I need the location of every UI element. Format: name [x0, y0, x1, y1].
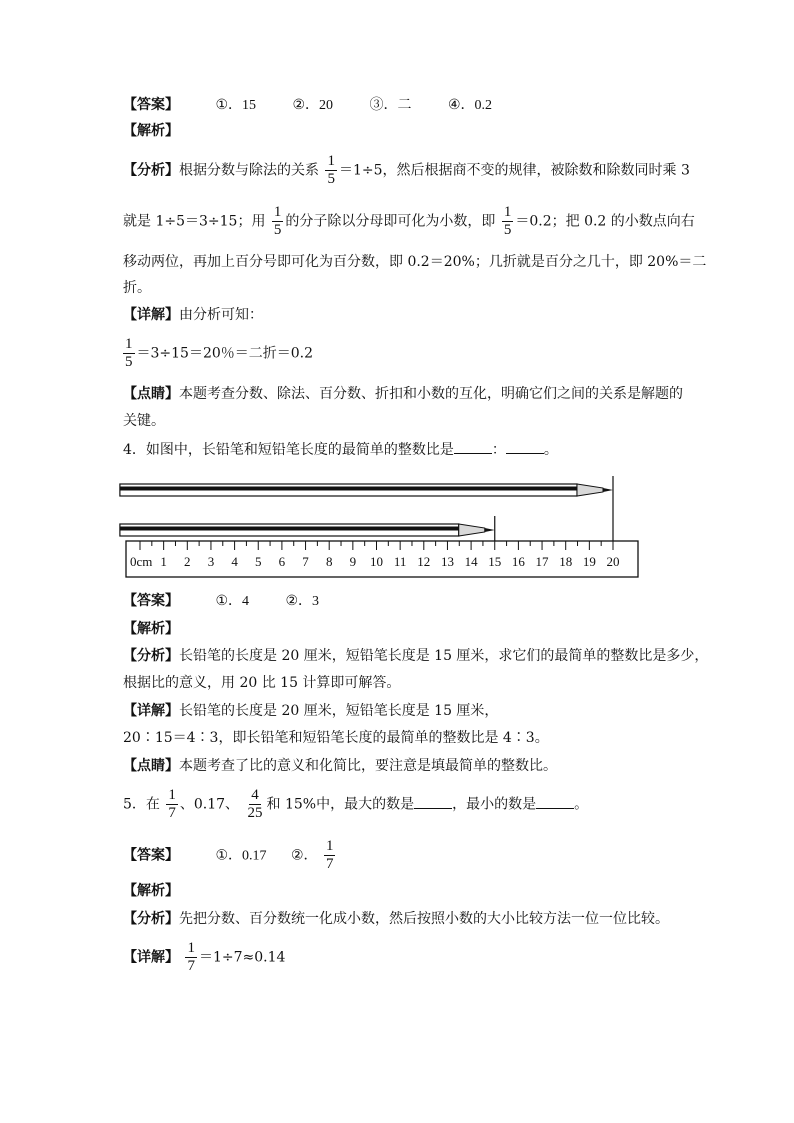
q4-fenxi-line-1 [123, 647, 708, 665]
ruler-label-4: 4 [231, 554, 238, 569]
q5-fenxi-line [123, 910, 669, 928]
xiangjie-tag: 【详解】 [123, 703, 179, 719]
ruler-label-13: 13 [440, 554, 454, 569]
q4-answer-line [123, 592, 319, 611]
colon: ： [491, 442, 506, 458]
ruler-label-16: 16 [511, 554, 525, 569]
answer-tag: 【答案】 [123, 97, 179, 113]
fraction-1-7: $\frac{1}{7}$ [325, 838, 334, 872]
question-text: 4．如图中，长铅笔和短铅笔长度的最简单的整数比是 [123, 442, 454, 458]
short-pencil-cone [459, 524, 485, 536]
ruler-label-15: 15 [488, 554, 502, 569]
q3-jiexi-tag: 【解析】 [123, 123, 179, 139]
fraction-1-5: $\frac{1}{5}$ [327, 153, 335, 187]
q4-fenxi-line-2: 根据比的意义，用 20 比 15 计算即可解答。 [123, 675, 401, 691]
answer-1: ①．15 [215, 98, 257, 113]
answer-4: ④．0.2 [447, 98, 492, 113]
answer-blank [454, 441, 492, 454]
q4-xiangjie-line-1 [123, 702, 498, 720]
period: 。 [574, 796, 589, 813]
xiangjie-text: ＝3÷15＝20％＝二折＝0.2 [136, 345, 314, 362]
fenxi-text: ＝1÷5，然后根据商不变的规律，被除数和除数同时乘 3 [338, 162, 690, 179]
ruler [126, 541, 638, 577]
q5-jiexi-tag: 【解析】 [123, 883, 179, 899]
question-text: ，最小的数是 [452, 796, 537, 813]
q5-xiangjie-line [123, 940, 285, 975]
ruler-label-12: 12 [417, 554, 431, 569]
long-pencil-lead [603, 488, 613, 492]
answer-blank [506, 441, 544, 454]
answer-1: ①．0.17 [215, 848, 267, 864]
answer-blank [536, 796, 574, 809]
q4-dianjing-line [123, 757, 557, 775]
question-text: 和 15%中，最大的数是 [266, 796, 415, 813]
dianjing-tag: 【点睛】 [123, 758, 179, 774]
q3-dianjing-line-1 [123, 385, 683, 403]
question-text: 5．在 [123, 796, 160, 813]
q5-question [123, 787, 588, 822]
fenxi-text: 的分子除以分母即可化为小数，即 [285, 213, 496, 230]
ruler-figure [118, 468, 648, 583]
xiangjie-text: 由分析可知： [179, 307, 263, 323]
q3-answer-line [123, 96, 492, 115]
answer-3: ③．二 [369, 98, 412, 113]
ruler-label-17: 17 [535, 554, 549, 569]
q3-fenxi-line-3: 移动两位，再加上百分号即可化为百分数，即 0.2＝20%；几折就是百分之几十，即 20%＝二 [123, 254, 707, 270]
ruler-label-10: 10 [370, 554, 383, 569]
question-text: 、0.17、 [179, 796, 240, 813]
ruler-label-8: 8 [325, 554, 333, 569]
fraction-1-7: $\frac{1}{7}$ [187, 940, 195, 974]
answer-1: ①．4 [215, 594, 250, 609]
answer-2: ②．20 [292, 98, 334, 113]
period: 。 [543, 442, 558, 458]
ruler-label-6: 6 [278, 554, 286, 569]
xiangjie-text: ＝1÷7≈0.14 [198, 949, 286, 966]
dianjing-tag: 【点睛】 [123, 386, 179, 402]
q4-question [123, 441, 558, 459]
q3-xiangjie-line [123, 306, 263, 324]
short-pencil [120, 516, 495, 541]
dianjing-text: 本题考查了比的意义和化简比，要注意是填最简单的整数比。 [179, 758, 557, 774]
ruler-label-18: 18 [559, 554, 573, 569]
fraction-4-25: $\frac{4}{25}$ [247, 787, 263, 821]
ruler-label-5: 5 [255, 554, 262, 569]
fenxi-tag: 【分析】 [123, 911, 179, 927]
ruler-label-9: 9 [349, 554, 357, 569]
ruler-label-19: 19 [582, 554, 596, 569]
answer-2-prefix: ②． [290, 848, 318, 864]
fraction-1-5: $\frac{1}{5}$ [273, 204, 282, 238]
ruler-label-14: 14 [464, 554, 478, 569]
q3-dianjing-line-2: 关键。 [123, 413, 165, 429]
pencils [120, 476, 613, 541]
fenxi-text: 根据分数与除法的关系 [179, 162, 319, 179]
dianjing-text: 本题考查分数、除法、百分数、折扣和小数的互化，明确它们之间的关系是解题的 [179, 386, 683, 402]
xiangjie-tag: 【详解】 [123, 307, 179, 323]
ruler-label-11: 11 [393, 554, 407, 569]
fenxi-text: ＝0.2；把 0.2 的小数点向右 [515, 213, 695, 230]
short-pencil-stripe [120, 527, 459, 531]
ruler-label-20: 20 [606, 554, 620, 569]
q3-fenxi-line-1 [123, 153, 690, 188]
fraction-1-7: $\frac{1}{7}$ [168, 787, 176, 821]
long-pencil-stripe [120, 487, 577, 491]
q3-fenxi-line-4: 折。 [123, 280, 151, 296]
short-pencil-lead [485, 528, 495, 532]
ruler-label-1: 1 [160, 554, 167, 569]
long-pencil-cone [577, 484, 603, 496]
xiangjie-tag: 【详解】 [123, 949, 179, 966]
xiangjie-text: 长铅笔的长度是 20 厘米，短铅笔长度是 15 厘米， [179, 703, 499, 719]
ruler-label-0cm: 0cm [130, 554, 153, 569]
fenxi-text: 先把分数、百分数统一化成小数，然后按照小数的大小比较方法一位一位比较。 [179, 911, 669, 927]
q3-xiangjie-formula [123, 336, 313, 371]
q5-answer-line [123, 838, 337, 873]
q4-xiangjie-line-2: 20∶15＝4∶3，即长铅笔和短铅笔长度的最简单的整数比是 4∶3。 [123, 730, 549, 746]
fraction-1-5: $\frac{1}{5}$ [125, 336, 133, 370]
ruler-label-7: 7 [302, 554, 309, 569]
fraction-1-5: $\frac{1}{5}$ [503, 204, 512, 238]
fenxi-tag: 【分析】 [123, 162, 179, 179]
fenxi-text: 就是 1÷5＝3÷15；用 [123, 213, 266, 230]
q3-fenxi-line-2 [123, 204, 695, 239]
ruler-label-2: 2 [184, 554, 191, 569]
q4-jiexi-tag: 【解析】 [123, 621, 179, 637]
answer-tag: 【答案】 [123, 593, 179, 609]
answer-tag: 【答案】 [123, 847, 179, 864]
ruler-label-3: 3 [207, 554, 215, 569]
answer-blank [414, 796, 452, 809]
answer-2: ②．3 [285, 594, 320, 609]
fenxi-tag: 【分析】 [123, 648, 179, 664]
fenxi-text: 长铅笔的长度是 20 厘米，短铅笔长度是 15 厘米，求它们的最简单的整数比是多少， [179, 648, 709, 664]
